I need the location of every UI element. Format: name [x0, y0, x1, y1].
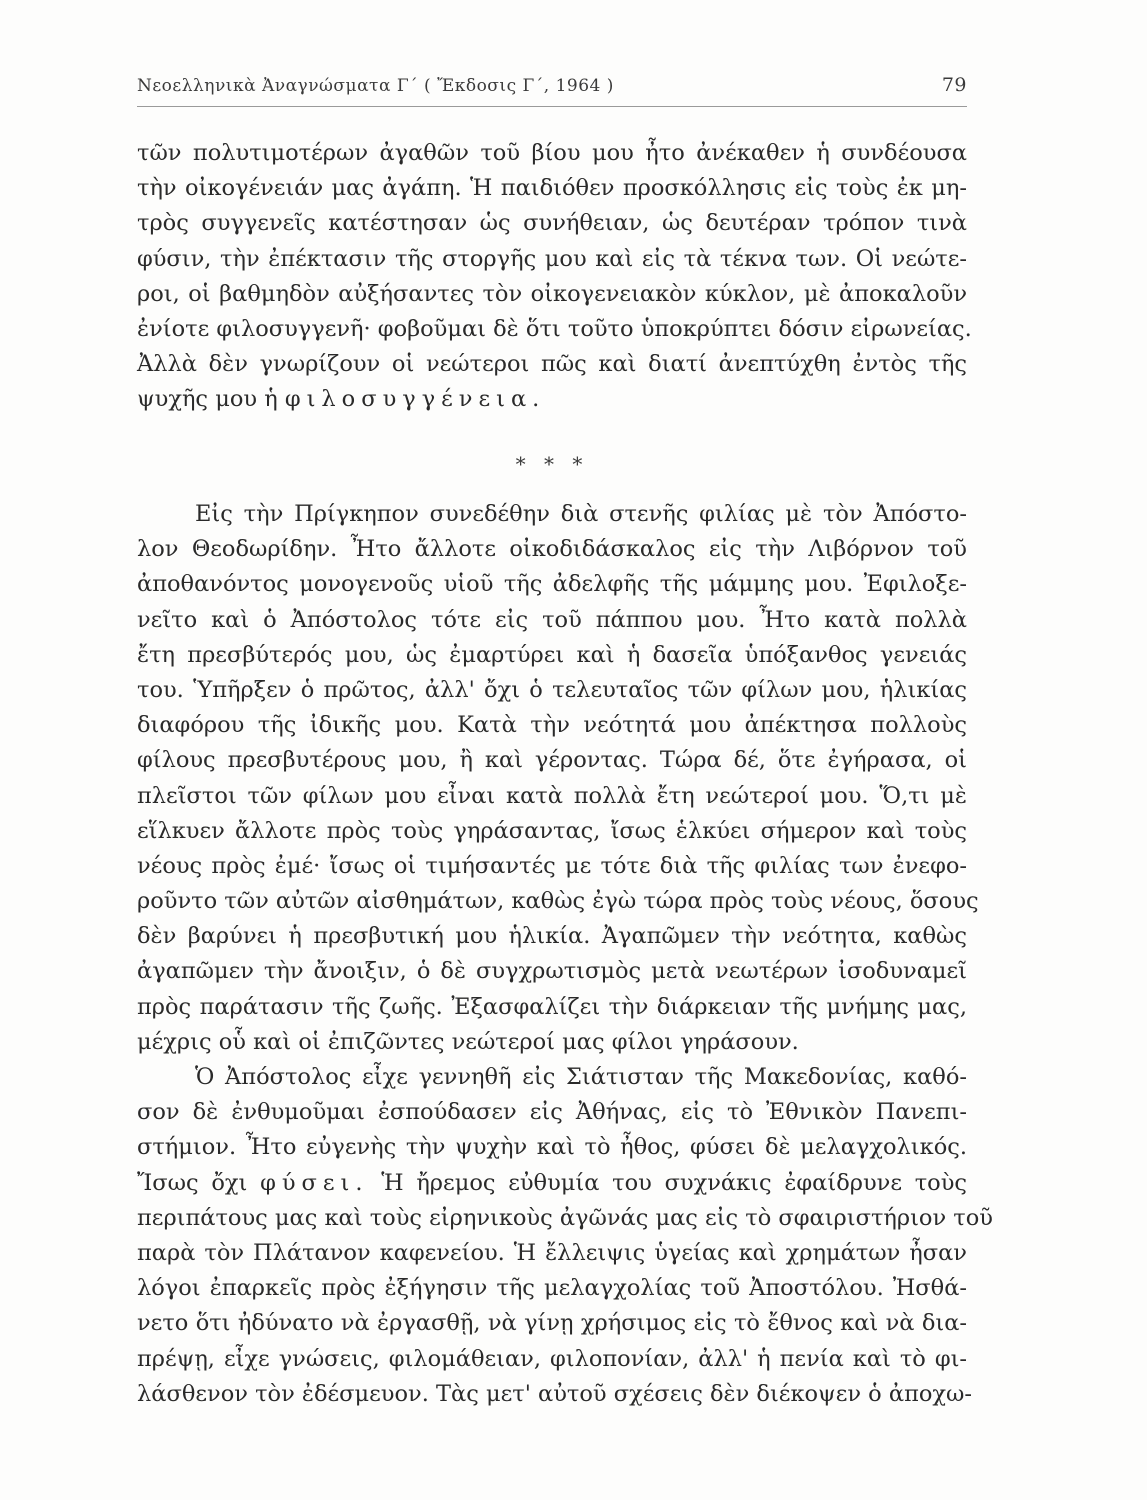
text-line [137, 382, 967, 417]
text-line: διαφόρου τῆς ἰδικῆς μου. Κατὰ τὴν νεότητά μου ἀπέκτησα πολλοὺς [137, 712, 967, 739]
text-line: φίλους πρεσβυτέρους μου, ἢ καὶ γέροντας. Τώρα δέ, ὅτε ἐγήρασα, οἱ [137, 747, 967, 774]
text-line: σον δὲ ἐνθυμοῦμαι ἐσπούδασεν εἰς Ἀθήνας, εἰς τὸ Ἐθνικὸν Πανεπι- [137, 1099, 967, 1126]
text-line: Εἰς τὴν Πρίγκηπον συνεδέθην διὰ στενῆς φιλίας μὲ τὸν Ἀπόστο- [195, 501, 967, 527]
text-line: τρὸς συγγενεῖς κατέστησαν ὡς συνήθειαν, ὡς δευτέραν τρόπον τινὰ [137, 210, 967, 237]
text-line: τὴν οἰκογένειάν μας ἀγάπη. Ἡ παιδιόθεν προσκόλλησις εἰς τοὺς ἐκ μη- [137, 175, 967, 202]
text-line: ἔτη πρεσβύτερός μου, ὡς ἐμαρτύρει καὶ ἡ δασεῖα ὑπόξανθος γενειάς [137, 641, 967, 668]
section-break-asterism: * * * [515, 452, 589, 476]
text-fragment: Ἡ ἤρεμος εὐθυμία του συχνάκις ἐφαίδρυνε τοὺς [368, 1169, 967, 1196]
text-line: ροῦντο τῶν αὐτῶν αἰσθημάτων, καθὼς ἐγὼ τώρα πρὸς τοὺς νέους, ὅσους [137, 888, 979, 915]
text-line: στήμιον. Ἦτο εὐγενὴς τὴν ψυχὴν καὶ τὸ ἦθος, φύσει δὲ μελαγχολικός. [137, 1134, 967, 1161]
text-line: ἀγαπῶμεν τὴν ἄνοιξιν, ὁ δὲ συγχρωτισμὸς μετὰ νεωτέρων ἰσοδυναμεῖ [137, 958, 967, 985]
text-line: του. Ὑπῆρξεν ὁ πρῶτος, ἀλλ' ὄχι ὁ τελευταῖος τῶν φίλων μου, ἡλικίας [137, 676, 967, 703]
emphasized-word: φιλοσυγγένεια. [284, 386, 546, 413]
text-line: λόγοι ἐπαρκεῖς πρὸς ἐξήγησιν τῆς μελαγχολίας τοῦ Ἀποστόλου. Ἠσθά- [137, 1275, 967, 1302]
text-line: πρὸς παράτασιν τῆς ζωῆς. Ἐξασφαλίζει τὴν διάρκειαν τῆς μνήμης μας, [137, 993, 967, 1020]
text-line: περιπάτους μας καὶ τοὺς εἰρηνικοὺς ἀγῶνάς μας εἰς τὸ σφαιριστήριον τοῦ [137, 1204, 993, 1231]
running-header [137, 70, 967, 102]
text-line: νεῖτο καὶ ὁ Ἀπόστολος τότε εἰς τοῦ πάππου μου. Ἦτο κατὰ πολλὰ [137, 606, 967, 633]
text-line: πλεῖστοι τῶν φίλων μου εἶναι κατὰ πολλὰ ἔτη νεώτεροί μου. Ὅ,τι μὲ [137, 782, 967, 809]
paragraph-main [137, 497, 993, 1412]
text-line: εἵλκυεν ἄλλοτε πρὸς τοὺς γηράσαντας, ἴσως ἑλκύει σήμερον καὶ τοὺς [137, 817, 967, 844]
emphasized-word: φύσει. [260, 1169, 369, 1196]
text-line: μέχρις οὗ καὶ οἱ ἐπιζῶντες νεώτεροί μας φίλοι γηράσουν. [137, 1028, 799, 1055]
text-line: νέους πρὸς ἐμέ· ἴσως οἱ τιμήσαντές με τότε διὰ τῆς φιλίας των ἐνεφο- [137, 852, 967, 879]
text-line: ἐνίοτε φιλοσυγγενῆ· φοβοῦμαι δὲ ὅτι τοῦτο ὑποκρύπτει δόσιν εἰρωνείας. [137, 315, 972, 342]
text-line: λάσθενον τὸν ἐδέσμευον. Τὰς μετ' αὐτοῦ σχέσεις δὲν διέκοψεν ὁ ἀποχω- [137, 1380, 972, 1407]
header-rule [137, 106, 967, 107]
text-line: Ἀλλὰ δὲν γνωρίζουν οἱ νεώτεροι πῶς καὶ διατί ἀνεπτύχθη ἐντὸς τῆς [137, 351, 967, 378]
text-fragment: ψυχῆς μου ἡ [137, 386, 285, 413]
text-line: λον Θεοδωρίδην. Ἦτο ἄλλοτε οἰκοδιδάσκαλος εἰς τὴν Λιβόρνον τοῦ [137, 536, 967, 563]
text-line: δὲν βαρύνει ἡ πρεσβυτική μου ἡλικία. Ἀγαπῶμεν τὴν νεότητα, καθὼς [137, 923, 967, 950]
text-fragment: Ἴσως ὄχι [137, 1169, 261, 1196]
text-line: ροι, οἱ βαθμηδὸν αὐξήσαντες τὸν οἰκογενειακὸν κύκλον, μὲ ἀποκαλοῦν [137, 280, 967, 307]
text-line: φύσιν, τὴν ἐπέκτασιν τῆς στοργῆς μου καὶ εἰς τὰ τέκνα των. Οἱ νεώτε- [137, 245, 967, 272]
text-line: νετο ὅτι ἠδύνατο νὰ ἐργασθῇ, νὰ γίνῃ χρήσιμος εἰς τὸ ἔθνος καὶ νὰ δια- [137, 1310, 967, 1337]
text-line: παρὰ τὸν Πλάτανον καφενείου. Ἡ ἔλλειψις ὑγείας καὶ χρημάτων ἦσαν [137, 1239, 967, 1266]
text-line: Ὁ Ἀπόστολος εἶχε γεννηθῆ εἰς Σιάτισταν τῆς Μακεδονίας, καθό- [195, 1064, 967, 1090]
text-line: τῶν πολυτιμοτέρων ἀγαθῶν τοῦ βίου μου ἦτο ἀνέκαθεν ἡ συνδέουσα [137, 140, 967, 166]
paragraph-continued [137, 136, 972, 418]
running-title: Νεοελληνικὰ Ἀναγνώσματα Γ΄ ( Ἔκδοσις Γ΄, 1964 ) [137, 76, 614, 96]
text-line: ἀποθανόντος μονογενοῦς υἱοῦ τῆς ἀδελφῆς τῆς μάμμης μου. Ἐφιλοξε- [137, 571, 967, 598]
text-line: πρέψῃ, εἶχε γνώσεις, φιλομάθειαν, φιλοπονίαν, ἀλλ' ἡ πενία καὶ τὸ φι- [137, 1345, 967, 1372]
page-number: 79 [941, 74, 967, 96]
text-line [137, 1166, 967, 1201]
